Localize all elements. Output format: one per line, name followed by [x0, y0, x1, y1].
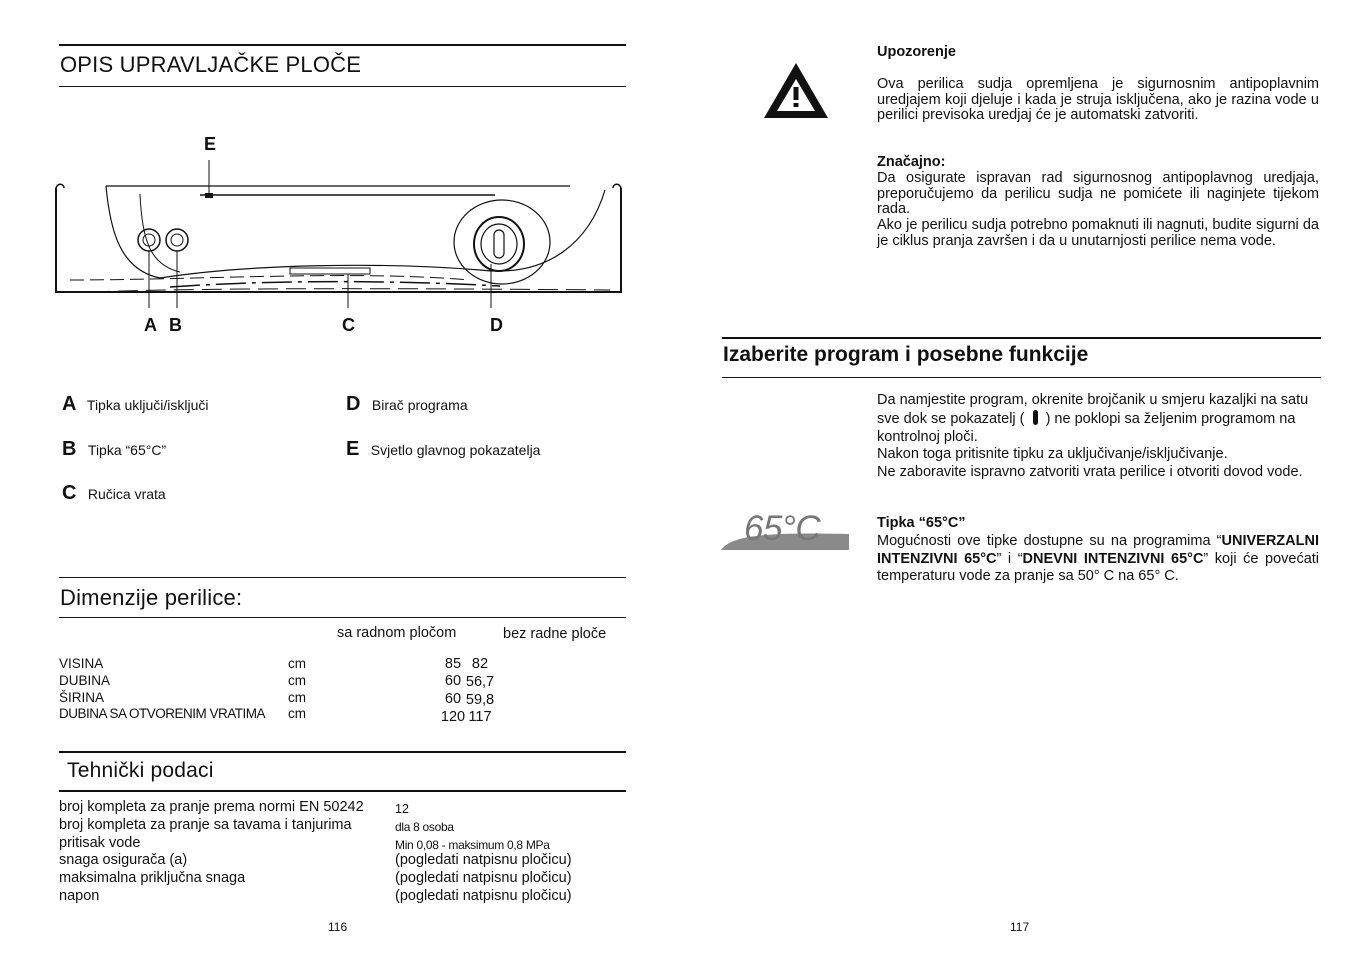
tech-label: broj kompleta za pranje sa tavama i tanjurima	[59, 816, 352, 833]
tech-label: broj kompleta za pranje prema normi EN 50242	[59, 799, 364, 815]
tipka-title: Tipka “65°C”	[877, 515, 966, 531]
tech-label: snaga osigurača (a)	[59, 852, 188, 869]
row-unit: cm	[288, 656, 306, 671]
table-row	[59, 656, 629, 672]
legend-e	[346, 438, 540, 461]
table-row	[59, 706, 629, 725]
callout-d: D	[490, 315, 503, 335]
important-text-2: Ako je perilicu sudja potrebno pomaknuti ili nagnuti, budite sigurni da je ciklus pranja završen i da u unutarnjosti perilice nema vode.	[877, 217, 1319, 249]
program-text	[877, 392, 1323, 482]
tipka-bold-1: UNIVERZALNI INTENZIVNI 65°C	[877, 533, 1319, 567]
table-row	[59, 817, 619, 835]
tech-value: 12	[395, 802, 409, 816]
row-unit: cm	[288, 706, 306, 721]
program-bottom-rule	[722, 377, 1321, 378]
dimensions-col1-header: sa radnom pločom	[337, 625, 457, 641]
table-row	[59, 852, 619, 870]
tech-label: pritisak vode	[59, 834, 141, 851]
row-label: DUBINA SA OTVORENIM VRATIMA	[59, 706, 266, 721]
callout-b: B	[169, 315, 182, 335]
legend-a	[62, 393, 209, 416]
tipka-text-2: ” i “	[996, 550, 1023, 567]
tech-table	[59, 799, 619, 906]
program-title: Izaberite program i posebne funkcije	[723, 343, 1089, 366]
tech-label: napon	[59, 887, 100, 904]
row-value-with-top: 120	[440, 709, 466, 725]
row-unit: cm	[288, 690, 306, 705]
tech-value: (pogledati natpisnu pločicu)	[395, 887, 572, 904]
callout-e: E	[204, 134, 217, 154]
callout-a: A	[144, 315, 157, 335]
indicator-icon	[1033, 410, 1038, 425]
program-line-3: kontrolnoj ploči.	[877, 428, 978, 445]
important-text-1: Da osigurate ispravan rad sigurnosnog antipoplavnog uredjaja, preporučujemo da perilicu sudja ne pomićete ili naginjete tijekom rada.	[877, 170, 1319, 217]
program-line-1: Da namjestite program, okrenite brojčanik u smjeru kazaljki na satu	[877, 392, 1309, 408]
program-line-2b: ) ne poklopi sa željenim programom na	[1045, 410, 1296, 427]
legend-letter: B	[62, 438, 77, 460]
tech-value: (pogledati natpisnu pločicu)	[395, 852, 572, 869]
row-value-without-top: 82	[471, 656, 489, 672]
row-label: DUBINA	[59, 673, 111, 688]
temperature-label: 65°C	[744, 509, 821, 548]
legend-letter: D	[346, 393, 361, 415]
program-line-2a: sve dok se pokazatelj (	[877, 410, 1025, 427]
row-value-without-top: 117	[468, 709, 492, 725]
legend-text: Ručica vrata	[87, 486, 166, 502]
row-value-without-top: 59,8	[465, 692, 495, 708]
page-number-right: 117	[1010, 920, 1030, 934]
panel-title: OPIS UPRAVLJAČKE PLOČE	[60, 52, 362, 77]
table-row	[59, 835, 619, 853]
legend-d	[346, 393, 468, 416]
legend-letter: C	[62, 482, 77, 504]
row-value-without-top: 56,7	[465, 674, 495, 690]
tipka-text-3: ” koji će povećati temperaturu vode za pranje sa 50° C na 65° C.	[877, 550, 1320, 584]
legend-text: Tipka “65°C”	[87, 442, 167, 458]
legend-letter: A	[62, 393, 77, 415]
important-title: Značajno:	[877, 154, 946, 170]
table-row	[59, 673, 629, 689]
legend-text: Svjetlo glavnog pokazatelja	[370, 442, 541, 458]
legend-c	[62, 482, 166, 505]
legend-text: Tipka uključi/isključi	[86, 397, 209, 413]
tech-value: dla 8 osoba	[395, 819, 454, 834]
row-unit: cm	[288, 673, 306, 688]
title-top-rule	[59, 44, 626, 46]
row-value-with-top: 60	[444, 673, 462, 689]
program-line-4: Nakon toga pritisnite tipku za uključivanje/isključivanje.	[877, 446, 1228, 463]
tech-label: maksimalna priključna snaga	[59, 870, 246, 887]
row-label: ŠIRINA	[59, 690, 105, 705]
dimensions-table	[59, 656, 629, 725]
tech-value: Min 0,08 - maksimum 0,8 MPa	[395, 837, 550, 852]
callout-c: C	[342, 315, 355, 335]
warning-text: Ova perilica sudja opremljena je sigurnosnim antipoplavnim uredjajem koji djeluje i kada je struja isključena, ako je razina vode u perilici previsoka uredjaj će je automatski zatvoriti.	[877, 76, 1319, 123]
dimensions-title: Dimenzije perilice:	[60, 585, 243, 610]
table-row	[59, 870, 619, 888]
program-line-2	[877, 410, 1323, 429]
legend-letter: E	[346, 438, 360, 460]
tipka-text-1: Mogućnosti ove tipke dostupne su na programima “	[877, 533, 1222, 549]
warning-triangle-icon	[762, 60, 830, 120]
title-bottom-rule	[59, 86, 626, 87]
table-row	[59, 690, 629, 706]
control-panel-diagram	[50, 130, 630, 340]
program-top-rule	[722, 337, 1321, 339]
row-value-with-top: 85	[444, 656, 462, 672]
legend-b	[62, 438, 166, 461]
tipka-text	[877, 533, 1319, 586]
legend-text: Birač programa	[371, 397, 468, 413]
dimensions-col2-header: bez radne ploče	[503, 626, 607, 642]
tech-title: Tehnički podaci	[67, 759, 214, 782]
tipka-bold-2: DNEVNI INTENZIVNI 65°C	[1022, 550, 1204, 567]
program-line-5: Ne zaboravite ispravno zatvoriti vrata perilice i otvoriti dovod vode.	[877, 464, 1303, 481]
warning-title: Upozorenje	[877, 44, 956, 60]
table-row	[59, 888, 619, 906]
row-label: VISINA	[59, 656, 104, 671]
dimensions-top-rule	[59, 577, 626, 578]
table-row	[59, 799, 619, 817]
page-number-left: 116	[328, 920, 348, 934]
tech-bottom-rule	[59, 790, 626, 792]
dimensions-bottom-rule	[59, 617, 626, 618]
tech-value: (pogledati natpisnu pločicu)	[395, 870, 572, 887]
row-value-with-top: 60	[444, 691, 462, 707]
tech-top-rule	[59, 751, 626, 753]
